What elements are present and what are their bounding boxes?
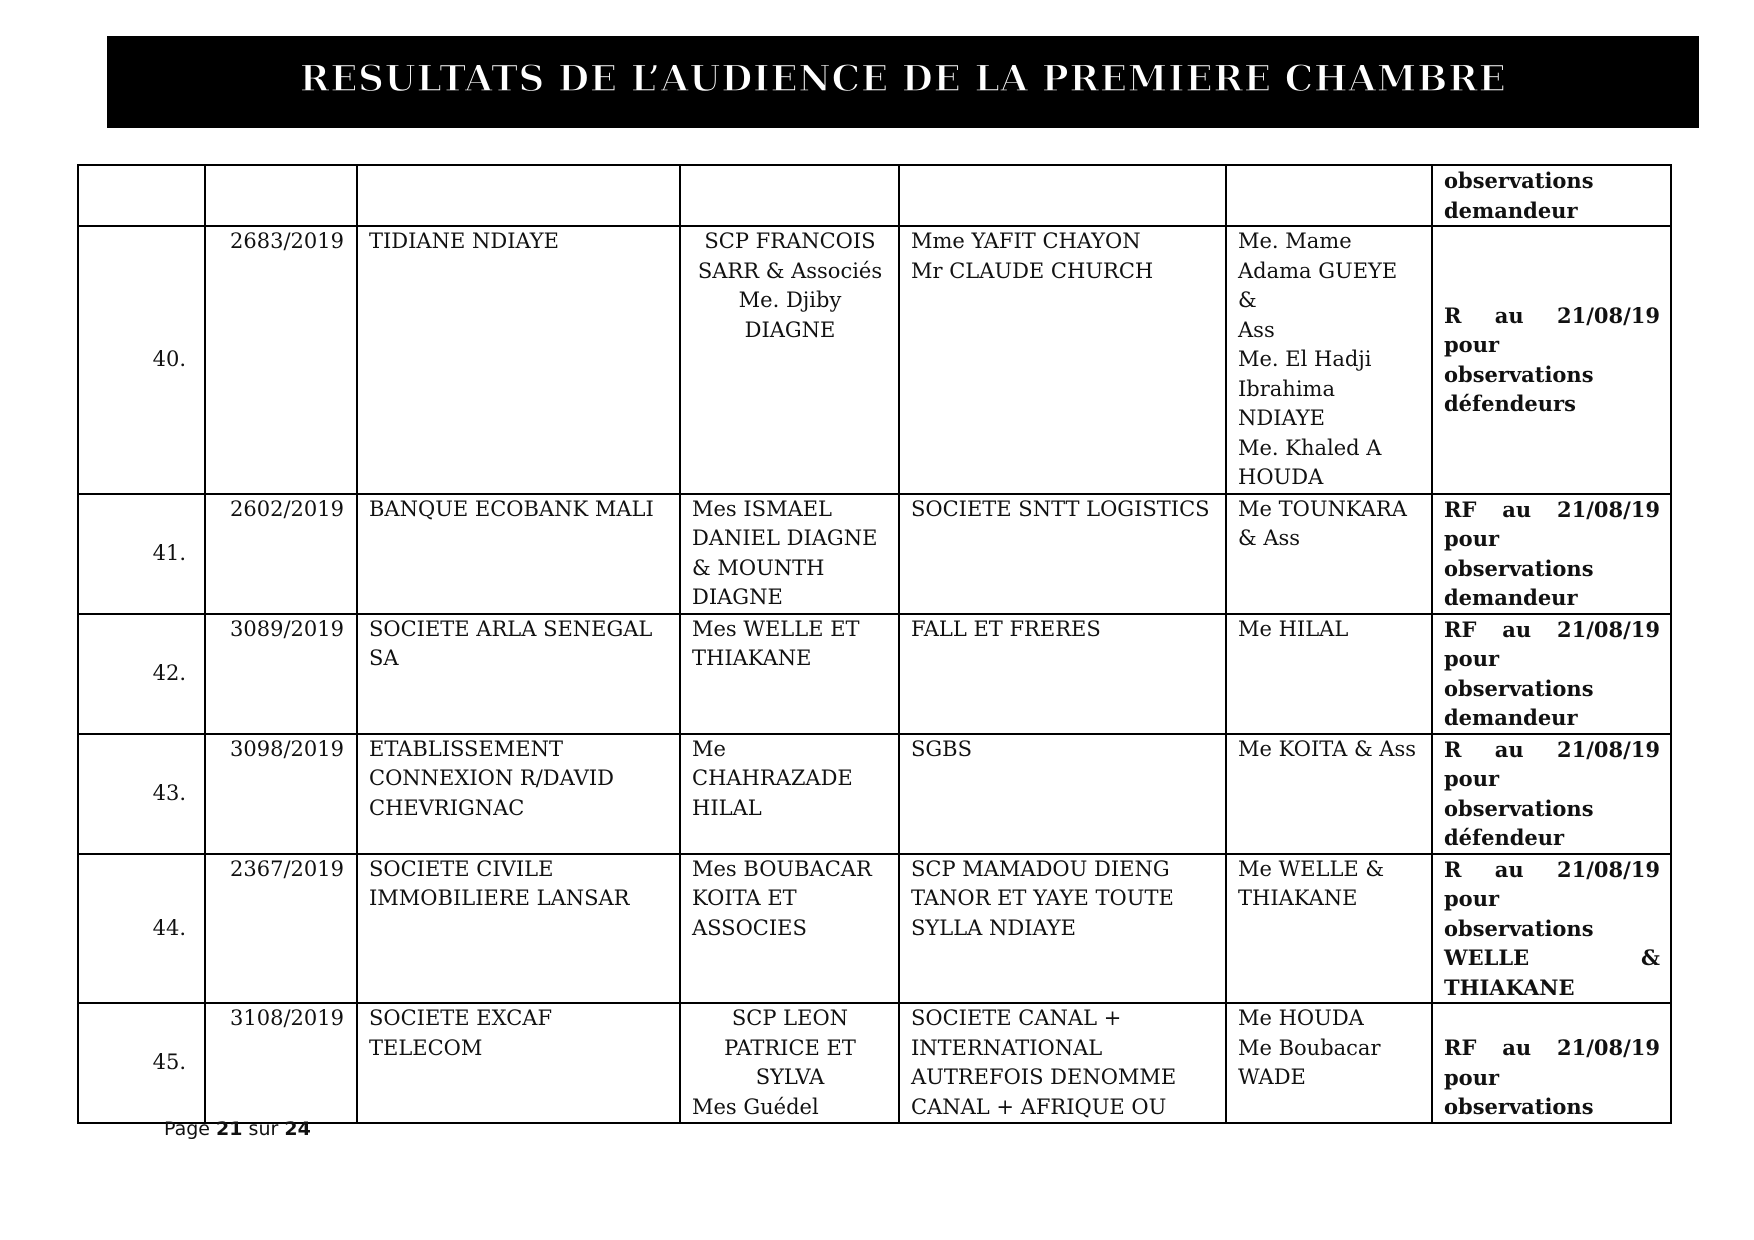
cell-case bbox=[205, 165, 357, 226]
cell-result bbox=[1432, 854, 1671, 1004]
decision-word: au bbox=[1494, 302, 1524, 328]
counsel-line: KOITA ET bbox=[692, 886, 797, 910]
cell-defendant bbox=[899, 854, 1226, 1004]
result-line: demandeur bbox=[1444, 585, 1578, 610]
defendant-line: SCP MAMADOU DIENG bbox=[911, 856, 1170, 881]
decision-code: R bbox=[1444, 736, 1462, 762]
cell-plaintiff bbox=[357, 734, 680, 854]
cell-defendant bbox=[899, 1003, 1226, 1123]
table-row bbox=[78, 734, 1671, 854]
table-row-continued bbox=[78, 165, 1671, 226]
result-decision-line bbox=[1444, 301, 1660, 331]
case-number: 3108/2019 bbox=[205, 1003, 357, 1123]
counsel-line: ASSOCIES bbox=[692, 915, 807, 940]
counsel-line: DANIEL DIAGNE bbox=[692, 526, 878, 550]
result-line: pour bbox=[1444, 886, 1500, 911]
cell-defendant bbox=[899, 614, 1226, 734]
cell-defendant-counsel bbox=[1226, 494, 1432, 614]
decision-code: R bbox=[1444, 856, 1462, 882]
page-title: RESULTATS DE L’AUDIENCE DE LA PREMIERE CHAMBRE bbox=[299, 58, 1507, 100]
counsel-line: SCP FRANCOIS bbox=[704, 229, 876, 253]
counsel-line: Mes Guédel bbox=[692, 1094, 819, 1119]
counsel-line: Mes ISMAEL bbox=[692, 496, 833, 521]
result-split-line bbox=[1444, 943, 1660, 973]
cell-plaintiff-counsel bbox=[680, 165, 899, 226]
defendant-line: SGBS bbox=[911, 736, 972, 761]
result-line: observations bbox=[1444, 361, 1594, 387]
case-number: 3089/2019 bbox=[205, 614, 357, 734]
counsel-line: & Ass bbox=[1238, 526, 1301, 550]
result-line: défendeurs bbox=[1444, 391, 1576, 417]
hearing-results-table bbox=[77, 164, 1672, 1124]
counsel-line: Mes BOUBACAR bbox=[692, 856, 872, 881]
counsel-line: Me KOITA & Ass bbox=[1238, 736, 1417, 761]
decision-code: R bbox=[1444, 302, 1462, 328]
decision-code: RF bbox=[1444, 1035, 1477, 1060]
cell-defendant bbox=[899, 494, 1226, 614]
row-number: 40. bbox=[78, 226, 205, 494]
decision-word: au bbox=[1502, 1035, 1532, 1060]
counsel-line: HOUDA bbox=[1238, 465, 1324, 489]
row-number: 43. bbox=[78, 734, 205, 854]
counsel-line: Me TOUNKARA bbox=[1238, 496, 1407, 521]
row-number: 42. bbox=[78, 614, 205, 734]
cell-plaintiff bbox=[357, 226, 680, 494]
counsel-line: HILAL bbox=[692, 795, 762, 820]
result-decision-line bbox=[1444, 855, 1660, 885]
counsel-line: SARR & Associés bbox=[697, 258, 883, 283]
row-number: 44. bbox=[78, 854, 205, 1004]
decision-date: 21/08/19 bbox=[1556, 616, 1660, 642]
defendant-line: TANOR ET YAYE TOUTE bbox=[911, 886, 1174, 910]
counsel-line: NDIAYE bbox=[1238, 406, 1326, 430]
plaintiff-line: TIDIANE NDIAYE bbox=[369, 229, 559, 253]
counsel-line: Ibrahima bbox=[1238, 376, 1335, 401]
counsel-line: Me Boubacar bbox=[1238, 1035, 1381, 1060]
result-line: observations bbox=[1444, 795, 1594, 821]
cell-result bbox=[1432, 734, 1671, 854]
cell-defendant-counsel bbox=[1226, 165, 1432, 226]
cell-plaintiff bbox=[357, 854, 680, 1004]
plaintiff-line: CONNEXION R/DAVID bbox=[369, 766, 615, 790]
defendant-line: SYLLA NDIAYE bbox=[911, 915, 1076, 940]
result-decision-line bbox=[1444, 495, 1660, 525]
cell-defendant-counsel bbox=[1226, 734, 1432, 854]
counsel-line: SYLVA bbox=[755, 1065, 825, 1089]
plaintiff-line: SOCIETE ARLA SENEGAL bbox=[369, 616, 653, 641]
cell-defendant-counsel bbox=[1226, 226, 1432, 494]
result-line: observations bbox=[1444, 675, 1594, 701]
counsel-line: Me HILAL bbox=[1238, 616, 1349, 641]
result-line: demandeur bbox=[1444, 705, 1578, 730]
defendant-line: AUTREFOIS DENOMME bbox=[911, 1065, 1177, 1089]
result-decision-line bbox=[1444, 735, 1660, 765]
page-header-banner bbox=[107, 36, 1699, 128]
counsel-line: Me HOUDA bbox=[1238, 1006, 1364, 1030]
cell-plaintiff bbox=[357, 165, 680, 226]
result-line: pour bbox=[1444, 332, 1500, 358]
row-number: 41. bbox=[78, 494, 205, 614]
cell-result bbox=[1432, 226, 1671, 494]
result-line: défendeur bbox=[1444, 825, 1565, 850]
decision-date: 21/08/19 bbox=[1556, 302, 1660, 328]
cell-plaintiff bbox=[357, 614, 680, 734]
counsel-line: Me. Mame bbox=[1238, 229, 1352, 253]
counsel-line: Me. Djiby DIAGNE bbox=[738, 288, 842, 342]
counsel-line: THIAKANE bbox=[692, 646, 812, 670]
cell-plaintiff-counsel bbox=[680, 614, 899, 734]
cell-number bbox=[78, 165, 205, 226]
result-line: observations bbox=[1444, 555, 1594, 581]
decision-date: 21/08/19 bbox=[1556, 1035, 1660, 1060]
plaintiff-line: SA bbox=[369, 646, 399, 670]
result-line: pour bbox=[1444, 1064, 1500, 1090]
case-number: 2683/2019 bbox=[205, 226, 357, 494]
plaintiff-line: SOCIETE EXCAF TELECOM bbox=[369, 1006, 553, 1060]
defendant-line: Mr CLAUDE CHURCH bbox=[911, 258, 1154, 283]
case-number: 2367/2019 bbox=[205, 854, 357, 1004]
table-row bbox=[78, 614, 1671, 734]
defendant-line: SOCIETE SNTT LOGISTICS bbox=[911, 496, 1210, 521]
counsel-line: & MOUNTH bbox=[692, 555, 825, 580]
counsel-line: Adama GUEYE & bbox=[1238, 258, 1398, 312]
decision-date: 21/08/19 bbox=[1556, 856, 1660, 882]
counsel-line: PATRICE ET bbox=[724, 1035, 856, 1060]
defendant-line: INTERNATIONAL bbox=[911, 1035, 1103, 1060]
plaintiff-line: IMMOBILIERE LANSAR bbox=[369, 886, 630, 910]
counsel-line: Me WELLE & bbox=[1238, 856, 1385, 881]
cell-result bbox=[1432, 1003, 1671, 1123]
defendant-line: Mme YAFIT CHAYON bbox=[911, 229, 1141, 253]
cell-defendant-counsel bbox=[1226, 614, 1432, 734]
cell-defendant bbox=[899, 165, 1226, 226]
case-number: 2602/2019 bbox=[205, 494, 357, 614]
case-number: 3098/2019 bbox=[205, 734, 357, 854]
table-row bbox=[78, 494, 1671, 614]
cell-result bbox=[1432, 614, 1671, 734]
result-line: THIAKANE bbox=[1444, 974, 1575, 1000]
result-line: observations bbox=[1444, 168, 1594, 193]
result-line: observations bbox=[1444, 915, 1594, 941]
page-footer bbox=[164, 1118, 311, 1140]
decision-code: RF bbox=[1444, 496, 1477, 522]
cell-defendant-counsel bbox=[1226, 854, 1432, 1004]
decision-date: 21/08/19 bbox=[1556, 496, 1660, 522]
decision-date: 21/08/19 bbox=[1556, 736, 1660, 762]
counsel-line: DIAGNE bbox=[692, 585, 783, 609]
decision-code: RF bbox=[1444, 616, 1477, 642]
defendant-line: CANAL + AFRIQUE OU bbox=[911, 1094, 1167, 1119]
result-word: & bbox=[1641, 945, 1660, 970]
cell-defendant-counsel bbox=[1226, 1003, 1432, 1123]
table-row bbox=[78, 226, 1671, 494]
plaintiff-line: BANQUE ECOBANK MALI bbox=[369, 496, 654, 521]
cell-plaintiff-counsel bbox=[680, 854, 899, 1004]
plaintiff-line: CHEVRIGNAC bbox=[369, 795, 525, 820]
result-line: pour bbox=[1444, 646, 1500, 671]
row-number: 45. bbox=[78, 1003, 205, 1123]
footer-separator: sur bbox=[248, 1118, 279, 1140]
cell-plaintiff-counsel bbox=[680, 1003, 899, 1123]
counsel-line: SCP LEON bbox=[731, 1006, 849, 1030]
result-line: demandeur bbox=[1444, 197, 1578, 223]
result-decision-line bbox=[1444, 1033, 1660, 1063]
result-line: observations bbox=[1444, 1094, 1594, 1119]
result-decision-line bbox=[1444, 615, 1660, 645]
counsel-line: WADE bbox=[1238, 1065, 1306, 1089]
defendant-line: FALL ET FRERES bbox=[911, 616, 1101, 641]
counsel-line: Me. El Hadji bbox=[1238, 347, 1372, 371]
cell-result bbox=[1432, 165, 1671, 226]
result-line: pour bbox=[1444, 766, 1500, 791]
cell-result bbox=[1432, 494, 1671, 614]
cell-defendant bbox=[899, 226, 1226, 494]
cell-defendant bbox=[899, 734, 1226, 854]
plaintiff-line: SOCIETE CIVILE bbox=[369, 856, 554, 881]
current-page-number: 21 bbox=[216, 1118, 243, 1140]
table-row bbox=[78, 1003, 1671, 1123]
footer-prefix: Page bbox=[164, 1118, 210, 1140]
cell-plaintiff-counsel bbox=[680, 494, 899, 614]
defendant-line: SOCIETE CANAL + bbox=[911, 1006, 1122, 1030]
cell-plaintiff-counsel bbox=[680, 226, 899, 494]
cell-plaintiff bbox=[357, 494, 680, 614]
cell-plaintiff-counsel bbox=[680, 734, 899, 854]
cell-plaintiff bbox=[357, 1003, 680, 1123]
counsel-line: Ass bbox=[1238, 317, 1275, 342]
counsel-line: Mes WELLE ET bbox=[692, 616, 860, 641]
result-word: WELLE bbox=[1444, 945, 1530, 970]
decision-word: au bbox=[1502, 616, 1532, 642]
counsel-line: Me. Khaled A bbox=[1238, 435, 1382, 460]
decision-word: au bbox=[1494, 856, 1524, 882]
result-line: pour bbox=[1444, 526, 1500, 551]
total-pages-number: 24 bbox=[284, 1118, 311, 1140]
counsel-line: THIAKANE bbox=[1238, 886, 1358, 910]
plaintiff-line: ETABLISSEMENT bbox=[369, 736, 563, 761]
counsel-line: Me CHAHRAZADE bbox=[692, 736, 853, 790]
decision-word: au bbox=[1502, 496, 1532, 522]
decision-word: au bbox=[1494, 736, 1524, 762]
table-row bbox=[78, 854, 1671, 1004]
